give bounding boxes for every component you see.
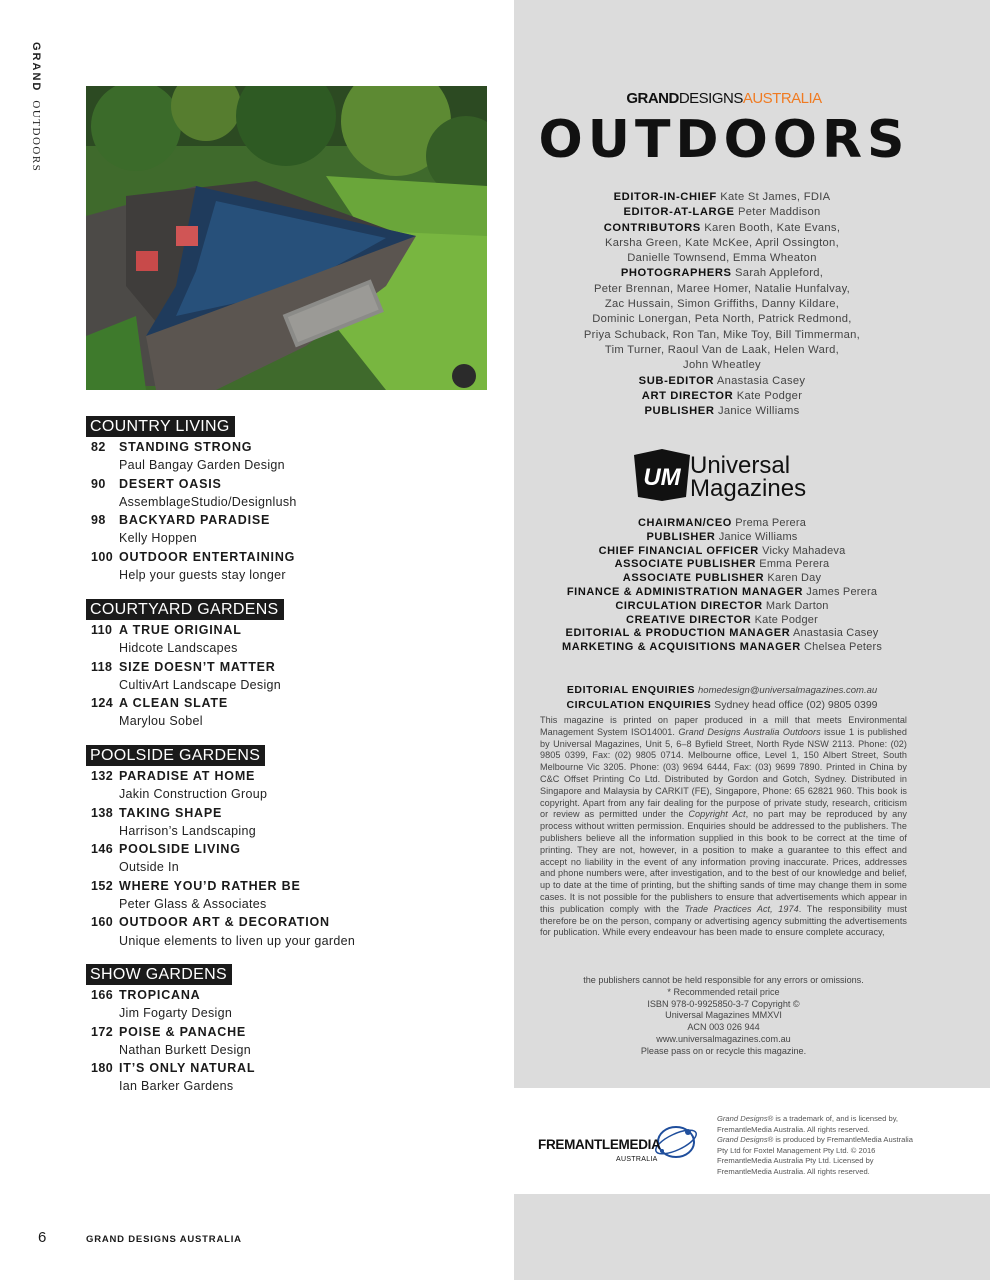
role: ASSOCIATE PUBLISHER (614, 558, 757, 571)
credit-label: SUB-EDITOR (638, 374, 715, 387)
page-number: 82 (91, 440, 106, 454)
legal-tail (540, 975, 907, 1058)
legal-text: . The responsibility must therefore be on the person, company or advertising agency submitting the advertisements for publication. While every endeavour has been made to ensure complete accuracy, (540, 903, 908, 938)
enquiries (530, 683, 914, 712)
page-number: 132 (91, 769, 114, 783)
article-subtitle: Harrison’s Landscaping (119, 823, 257, 838)
section-heading: COURTYARD GARDENS (86, 599, 284, 620)
role: CHIEF FINANCIAL OFFICER (598, 544, 759, 557)
role: FINANCE & ADMINISTRATION MANAGER (566, 585, 803, 598)
article-subtitle: Unique elements to liven up your garden (119, 933, 356, 948)
page-number: 172 (91, 1024, 114, 1039)
credit-name: Peter Brennan, Maree Homer, Natalie Hunfalvay, (593, 282, 851, 295)
credit-label: ART DIRECTOR (641, 389, 734, 402)
page-number: 166 (91, 988, 114, 1002)
acn: ACN 003 026 944 (687, 1022, 760, 1033)
article-title: DESERT OASIS (119, 476, 222, 491)
credit-name: Danielle Townsend, Emma Wheaton (627, 252, 817, 265)
toc-entry[interactable] (86, 986, 506, 1023)
pool-terrace-image (86, 86, 487, 390)
credit-label: EDITOR-IN-CHIEF (613, 191, 717, 203)
name: James Perera (806, 585, 878, 598)
legal-text: issue 1 is published by Universal Magazines, Unit 5, 6–8 Byfield Street, North Ryde NSW 2113. Phone: (02) 9805 0399, Fax: (02) 9805 0714. Melbourne office, Level 1, 150 Albert Street, South Melbourne Vic 3205. Phone: (03) 9694 6444, Fax: (03) 9699 7890. Printed in China by C&C Offset Printing Co Ltd. Distributed by Gordon and Gotch, Sydney. Distributed in Singapore and Malaysia by CARKIT (FE), Singapore, Phone: 65 62821 960. This book is copyright. Apart from any fair dealing for the purpose of private study, research, criticism or review as permitted under the (540, 726, 907, 820)
article-title: BACKYARD PARADISE (119, 513, 271, 528)
legal-text: , no part may be reproduced by any process without written permission. Enquiries should be addressed to the publishers. The publishers believe all the information supplied in this book to be correct at the time of printing. They are not, however, in a position to make a guarantee to this effect and accept no liability in the event of any information proving inaccurate. Prices, addresses and phone numbers were, after investigation, and to the best of our knowledge and belief, up to date at the time of printing, but the shifting sands of time may change them in some cases. It is not possible for the publishers to ensure that advertisements which appear in this publication comply with the (540, 809, 907, 914)
article-subtitle: Hidcote Landscapes (119, 641, 238, 656)
magazine-name-footer: GRAND DESIGNS AUSTRALIA (86, 1234, 242, 1245)
um-line2: Magazines (690, 475, 807, 501)
toc-entry[interactable] (86, 840, 506, 877)
section-heading: POOLSIDE GARDENS (86, 745, 265, 766)
legal-notice (540, 715, 907, 939)
page-number: 98 (91, 513, 106, 528)
legal-line: the publishers cannot be held responsible for any errors or omissions. (583, 975, 864, 985)
credit-name: Priya Schuback, Ron Tan, Mike Toy, Bill Timmerman, (583, 328, 861, 341)
credit-name: Kate St James, FDIA (720, 191, 831, 203)
name: Mark Darton (765, 599, 829, 612)
credit-name: Karen Booth, Kate Evans, (704, 221, 841, 234)
fremantlemedia-wordmark: FREMANTLEMEDIA (538, 1137, 661, 1152)
trademark-text: is a trademark of, and is licensed by, FremantleMedia Australia. All rights reserved. (717, 1114, 899, 1134)
trademark-text: is produced by FremantleMedia Australia Pty Ltd for Foxtel Management Pty Ltd. © 2016 FremantleMedia Australia Pty Ltd. Licensed by FremantleMedia Australia. All rights reserved. (717, 1135, 913, 1176)
toc-entry[interactable] (86, 511, 506, 548)
toc-section-country-living (86, 416, 506, 584)
legal-line: * Recommended retail price (667, 986, 780, 997)
trademark-italic: Grand Designs® (717, 1135, 774, 1144)
role: CREATIVE DIRECTOR (626, 613, 752, 626)
legal-line: Universal Magazines MMXVI (665, 1010, 782, 1021)
article-title: POISE & PANACHE (119, 1024, 247, 1039)
credit-name: John Wheatley (683, 359, 761, 372)
brand-designs: DESIGNS (678, 90, 743, 107)
name: Prema Perera (735, 517, 807, 529)
article-title: A TRUE ORIGINAL (119, 623, 242, 637)
article-subtitle: Outside In (119, 860, 179, 875)
isbn: ISBN 978-0-9925850-3-7 Copyright © (647, 998, 800, 1009)
article-title: TROPICANA (119, 988, 201, 1002)
trademark-notice (717, 1114, 917, 1177)
spine-label (30, 42, 42, 172)
name: Kate Podger (754, 613, 818, 626)
page-number: 146 (91, 842, 114, 857)
legal-line: Please pass on or recycle this magazine. (640, 1045, 807, 1056)
spine-outdoors: OUTDOORS (30, 100, 42, 173)
name: Janice Williams (718, 530, 798, 543)
masthead-panel-bottom (514, 1194, 990, 1280)
name: Anastasia Casey (792, 627, 879, 640)
legal-text: This magazine is printed on paper produced in a mill that meets Environmental Management System ISO14001. (540, 715, 907, 737)
article-subtitle: Help your guests stay longer (119, 568, 286, 583)
article-title: POOLSIDE LIVING (119, 842, 241, 857)
corporate-credits (530, 517, 914, 655)
credit-label: EDITOR-AT-LARGE (623, 206, 735, 219)
editorial-enquiries-label: EDITORIAL ENQUIRIES (566, 684, 696, 696)
page-number: 100 (91, 549, 114, 564)
toc-entry[interactable] (86, 694, 506, 731)
legal-italic: Grand Designs Australia Outdoors (678, 726, 821, 737)
brand-logo (514, 90, 934, 107)
article-title: OUTDOOR ART & DECORATION (119, 915, 330, 930)
universal-magazines-logo (632, 449, 812, 501)
name: Karen Day (767, 572, 822, 585)
page-number-footer: 6 (38, 1229, 47, 1246)
article-subtitle: AssemblageStudio/Designlush (119, 494, 297, 509)
toc-entry[interactable] (86, 804, 506, 841)
um-line1: Universal (690, 452, 791, 479)
article-subtitle: Marylou Sobel (119, 714, 203, 729)
article-subtitle: CultivArt Landscape Design (119, 677, 282, 692)
page-number: 118 (91, 659, 113, 674)
toc-section-show-gardens (86, 964, 506, 1096)
toc-entry[interactable] (86, 767, 506, 804)
circulation-phone: Sydney head office (02) 9805 0399 (714, 699, 878, 711)
section-heading: SHOW GARDENS (86, 964, 232, 985)
toc-section-poolside-gardens (86, 745, 506, 950)
credit-name: Sarah Appleford, (735, 267, 824, 280)
page-number: 152 (91, 878, 114, 893)
name: Emma Perera (759, 558, 830, 571)
article-title: TAKING SHAPE (119, 805, 223, 820)
role: PUBLISHER (646, 530, 716, 543)
article-subtitle: Paul Bangay Garden Design (119, 458, 285, 473)
article-title: PARADISE AT HOME (119, 769, 256, 783)
credit-label: CONTRIBUTORS (603, 221, 701, 234)
toc-entry[interactable] (86, 877, 506, 914)
masthead-title: OUTDOORS (538, 110, 910, 170)
article-title: A CLEAN SLATE (119, 696, 229, 711)
article-subtitle: Kelly Hoppen (119, 531, 197, 546)
article-subtitle: Jakin Construction Group (119, 787, 268, 802)
role: MARKETING & ACQUISITIONS MANAGER (561, 641, 801, 654)
name: Vicky Mahadeva (762, 544, 846, 557)
website-link[interactable]: www.universalmagazines.com.au (656, 1033, 791, 1044)
page-number: 90 (91, 476, 106, 491)
credit-label: PUBLISHER (644, 405, 715, 418)
role: ASSOCIATE PUBLISHER (622, 572, 765, 585)
trademark-italic: Grand Designs® (717, 1114, 774, 1123)
role: EDITORIAL & PRODUCTION MANAGER (565, 627, 791, 640)
credit-name: Janice Williams (717, 405, 800, 418)
toc-entry[interactable] (86, 475, 506, 512)
editorial-email-link[interactable]: homedesign@universalmagazines.com.au (698, 685, 878, 696)
credit-label: PHOTOGRAPHERS (620, 267, 732, 280)
article-title: IT’S ONLY NATURAL (119, 1061, 256, 1076)
page-number: 160 (91, 915, 114, 930)
legal-italic: Copyright Act (688, 809, 746, 820)
um-mark: UM (643, 464, 681, 491)
name: Chelsea Peters (804, 641, 883, 654)
article-subtitle: Nathan Burkett Design (119, 1042, 252, 1057)
credit-name: Zac Hussain, Simon Griffiths, Danny Kildare, (604, 298, 840, 311)
editorial-credits (530, 190, 914, 419)
page-number: 138 (91, 805, 114, 820)
page-number: 180 (91, 1061, 114, 1076)
page-number: 124 (91, 696, 114, 711)
article-title: WHERE YOU’D RATHER BE (119, 878, 301, 893)
article-title: OUTDOOR ENTERTAINING (119, 549, 296, 564)
spine-grand: GRAND (30, 42, 42, 93)
credit-name: Dominic Lonergan, Peta North, Patrick Redmond, (592, 313, 852, 326)
legal-italic: Trade Practices Act, 1974 (684, 903, 799, 914)
credit-name: Tim Turner, Raoul Van de Laak, Helen Ward, (604, 343, 840, 356)
toc-entry[interactable] (86, 621, 506, 658)
toc-entry[interactable] (86, 1059, 506, 1096)
section-heading: COUNTRY LIVING (86, 416, 235, 437)
article-subtitle: Jim Fogarty Design (119, 1006, 233, 1021)
credit-name: Peter Maddison (738, 206, 821, 219)
hero-photo (86, 86, 487, 390)
toc-entry[interactable] (86, 548, 506, 585)
article-subtitle: Ian Barker Gardens (119, 1079, 234, 1094)
toc-section-courtyard-gardens (86, 599, 506, 731)
page-number: 110 (91, 623, 113, 637)
role: CHAIRMAN/CEO (637, 517, 732, 529)
article-title: STANDING STRONG (119, 440, 253, 454)
brand-australia: AUSTRALIA (742, 90, 822, 107)
article-subtitle: Peter Glass & Associates (119, 897, 267, 912)
toc-entry[interactable] (86, 1023, 506, 1060)
role: CIRCULATION DIRECTOR (615, 599, 763, 612)
fremantlemedia-sub: AUSTRALIA (616, 1156, 658, 1163)
toc-entry[interactable] (86, 658, 506, 695)
credit-name: Anastasia Casey (716, 374, 806, 387)
article-title: SIZE DOESN’T MATTER (119, 659, 276, 674)
credit-name: Karsha Green, Kate McKee, April Ossington, (605, 236, 839, 249)
credit-name: Kate Podger (736, 389, 803, 402)
toc-entry[interactable] (86, 913, 506, 950)
circulation-enquiries-label: CIRCULATION ENQUIRIES (566, 699, 712, 711)
brand-grand: GRAND (626, 90, 679, 107)
toc-entry[interactable] (86, 438, 506, 475)
